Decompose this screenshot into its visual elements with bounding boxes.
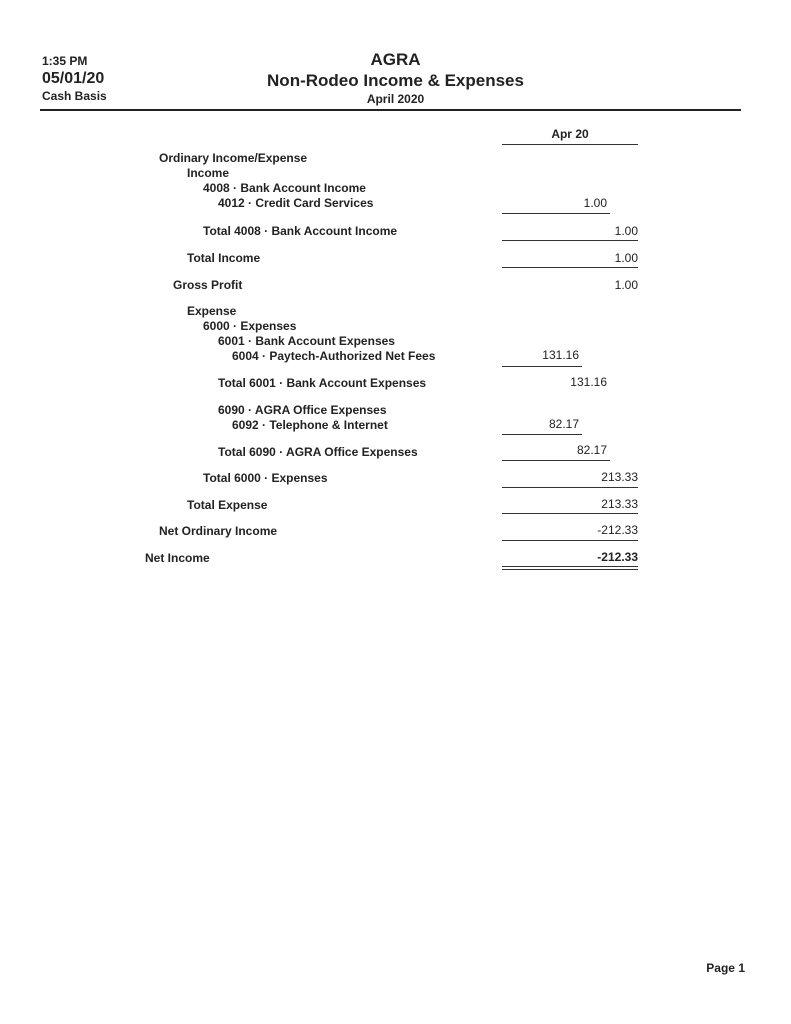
value-gross-profit: 1.00 xyxy=(614,278,638,292)
row-total-6090: Total 6090 · AGRA Office Expenses xyxy=(218,445,418,459)
report-title: Non-Rodeo Income & Expenses xyxy=(267,71,524,90)
row-account-4008: 4008 · Bank Account Income xyxy=(203,181,366,195)
subtotal-line xyxy=(502,213,610,214)
subtotal-line xyxy=(502,487,638,488)
subtotal-line xyxy=(502,366,582,367)
row-total-6000: Total 6000 · Expenses xyxy=(203,471,328,485)
subtotal-line xyxy=(502,434,582,435)
row-total-6001: Total 6001 · Bank Account Expenses xyxy=(218,376,427,390)
column-header-underline xyxy=(502,144,638,145)
report-heading xyxy=(0,50,791,106)
value-total-income: 1.00 xyxy=(614,251,638,265)
value-total-4008: 1.00 xyxy=(614,224,638,238)
grand-total-double-underline xyxy=(502,566,638,570)
value-total-6001: 131.16 xyxy=(570,375,607,389)
row-expense-header: Expense xyxy=(187,304,237,318)
value-total-expense: 213.33 xyxy=(601,497,638,511)
value-account-4012: 1.00 xyxy=(583,196,607,210)
row-income-header: Income xyxy=(187,166,230,180)
value-account-6092: 82.17 xyxy=(548,417,579,431)
row-account-6001: 6001 · Bank Account Expenses xyxy=(218,334,395,348)
subtotal-line xyxy=(502,513,638,514)
row-total-4008: Total 4008 · Bank Account Income xyxy=(203,224,398,238)
row-account-6092: 6092 · Telephone & Internet xyxy=(232,418,388,432)
subtotal-line xyxy=(502,540,638,541)
column-header-apr-20: Apr 20 xyxy=(551,127,589,141)
subtotal-line xyxy=(502,240,638,241)
value-total-6090: 82.17 xyxy=(576,443,607,457)
row-account-6000: 6000 · Expenses xyxy=(203,319,297,333)
header-divider xyxy=(40,109,741,111)
row-account-4012: 4012 · Credit Card Services xyxy=(218,196,374,210)
value-total-6000: 213.33 xyxy=(601,470,638,484)
row-total-income: Total Income xyxy=(187,251,261,265)
row-net-ordinary-income: Net Ordinary Income xyxy=(159,524,278,538)
row-account-6004: 6004 · Paytech-Authorized Net Fees xyxy=(232,349,436,363)
value-net-ordinary-income: -212.33 xyxy=(597,523,638,537)
subtotal-line xyxy=(502,267,638,268)
company-name: AGRA xyxy=(370,50,421,69)
print-date: 05/01/20 xyxy=(42,70,105,87)
row-ordinary-income-expense: Ordinary Income/Expense xyxy=(159,151,308,165)
row-net-income: Net Income xyxy=(145,551,210,565)
value-account-6004: 131.16 xyxy=(542,348,579,362)
row-gross-profit: Gross Profit xyxy=(173,278,243,292)
value-net-income: -212.33 xyxy=(597,550,638,564)
row-account-6090: 6090 · AGRA Office Expenses xyxy=(218,403,387,417)
accounting-basis: Cash Basis xyxy=(42,89,107,103)
report-period: April 2020 xyxy=(366,92,425,106)
row-total-expense: Total Expense xyxy=(187,498,268,512)
print-time: 1:35 PM xyxy=(42,54,88,68)
page-number: Page 1 xyxy=(706,961,745,975)
subtotal-line xyxy=(502,460,610,461)
